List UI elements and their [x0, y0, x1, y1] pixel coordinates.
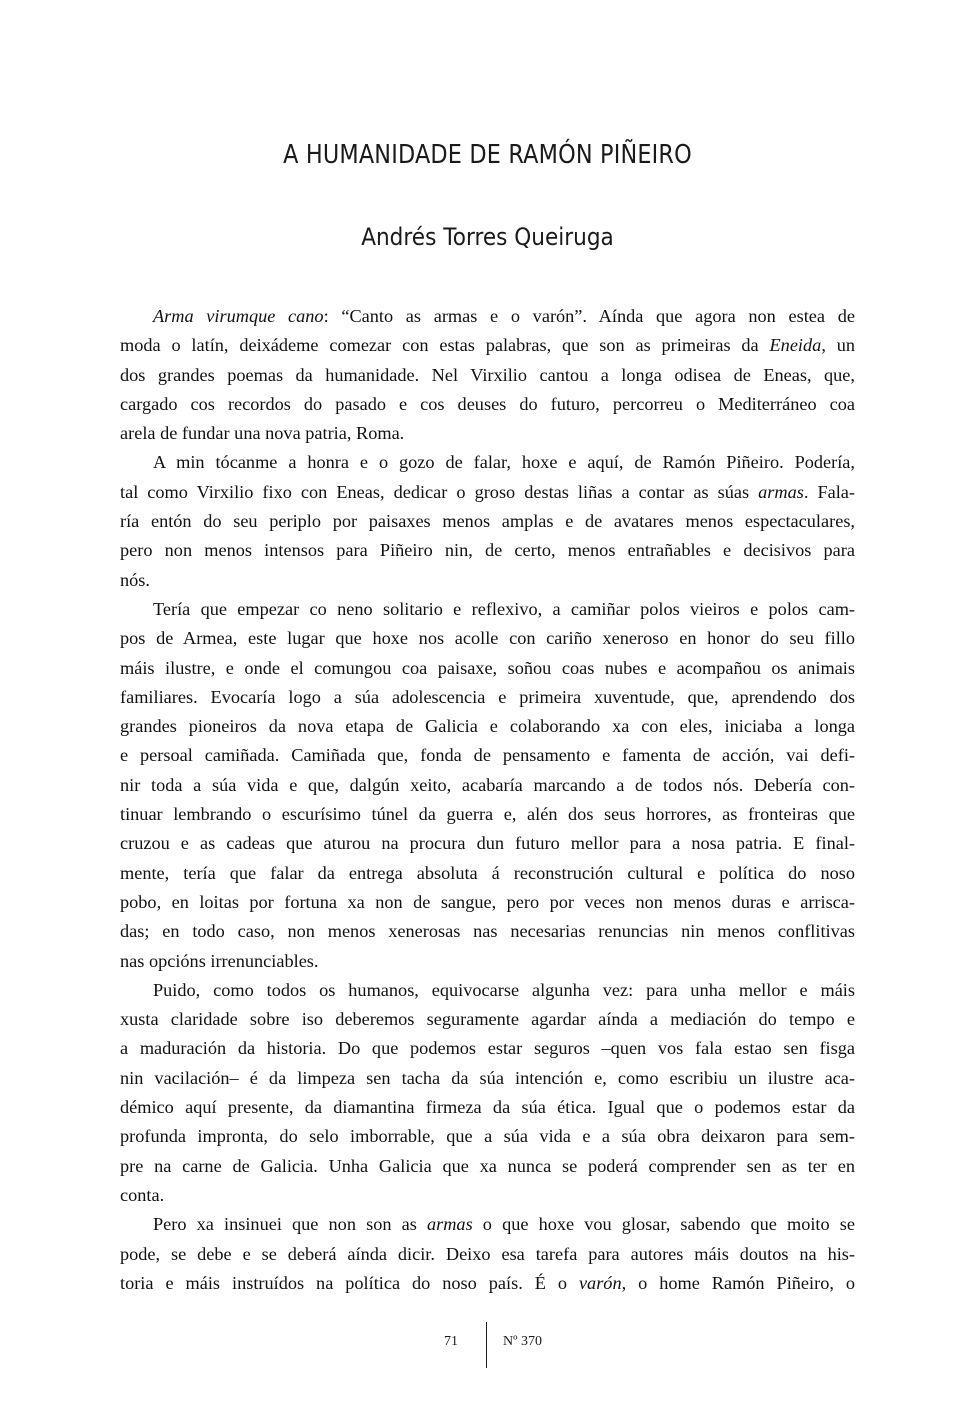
text-line	[120, 741, 855, 770]
text-line	[120, 829, 855, 858]
text-segment: démico aquí presente, da diamantina firmeza da súa ética. Igual que o podemos estar da	[120, 1097, 855, 1118]
text-segment: grandes pioneiros da nova etapa de Galicia e colaborando xa con eles, iniciaba a longa	[120, 716, 855, 737]
text-segment: Puido, como todos os humanos, equivocarse algunha vez: para unha mellor e máis	[153, 979, 855, 1000]
text-line	[120, 1034, 855, 1063]
text-line	[120, 800, 855, 829]
text-segment: ría entón do seu periplo por paisaxes menos amplas e de avatares menos espectaculares,	[120, 511, 855, 532]
text-line	[120, 302, 855, 331]
text-line	[120, 917, 855, 946]
text-segment: , un	[821, 335, 856, 356]
text-line	[120, 888, 855, 917]
text-segment: pre na carne de Galicia. Unha Galicia que xa nunca se poderá comprender sen as ter en	[120, 1155, 855, 1176]
text-segment: pobo, en loitas por fortuna xa non de sangue, pero por veces non menos duras e arrisca-	[120, 891, 855, 912]
text-line	[120, 536, 855, 565]
text-segment: e persoal camiñada. Camiñada que, fonda de pensamento e famenta de acción, vai defi-	[120, 745, 855, 766]
text-line	[120, 1269, 855, 1298]
text-segment: Tería que empezar co neno solitario e reflexivo, a camiñar polos vieiros e polos cam-	[153, 598, 855, 619]
text-line	[120, 624, 855, 653]
article-body	[120, 302, 855, 1298]
text-line	[120, 1240, 855, 1269]
text-segment: pero non menos intensos para Piñeiro nin, de certo, menos entrañables e decisivos para	[120, 540, 855, 561]
article-title: A HUMANIDADE DE RAMÓN PIÑEIRO	[283, 140, 692, 170]
text-segment: arela de fundar una nova patria, Roma.	[120, 423, 405, 444]
italic-text: armas	[426, 1214, 473, 1235]
text-line	[120, 1005, 855, 1034]
text-segment: conta.	[120, 1184, 165, 1205]
text-segment: A min tócanme a honra e o gozo de falar, hoxe e aquí, de Ramón Piñeiro. Podería,	[153, 452, 855, 473]
text-line	[120, 1181, 855, 1210]
text-line	[120, 654, 855, 683]
text-segment: pos de Armea, este lugar que hoxe nos acolle con cariño xeneroso en honor do seu fillo	[120, 628, 855, 649]
text-segment: moda o latín, deixádeme comezar con estas palabras, que son as primeiras da	[120, 335, 770, 356]
text-line	[120, 566, 855, 595]
text-line	[120, 361, 855, 390]
text-line	[120, 448, 855, 477]
text-segment: toria e máis instruídos na política do noso país. É o	[120, 1272, 579, 1293]
text-segment: , o home Ramón Piñeiro, o	[621, 1272, 855, 1293]
text-segment: xusta claridade sobre iso deberemos seguramente agardar aínda a mediación do tempo e	[120, 1009, 855, 1030]
text-segment: familiares. Evocaría logo a súa adolescencia e primeira xuventude, que, aprendendo dos	[120, 686, 855, 707]
text-line	[120, 1122, 855, 1151]
article-author: Andrés Torres Queiruga	[361, 223, 614, 251]
text-segment: tinuar lembrando o escurísimo túnel da guerra e, alén dos seus horrores, as fronteiras que	[120, 804, 855, 825]
text-line	[120, 771, 855, 800]
text-segment: : “Canto as armas e o varón”. Aínda que agora non estea de	[323, 306, 855, 326]
text-line	[120, 1210, 855, 1239]
text-line	[120, 1152, 855, 1181]
text-line	[120, 947, 855, 976]
italic-text: Arma virumque cano	[153, 306, 324, 326]
page-number: 71	[444, 1334, 458, 1349]
text-segment: nin vacilación– é da limpeza sen tacha da súa intención e, como escribiu un ilustre aca-	[120, 1067, 855, 1088]
text-segment: cargado cos recordos do pasado e cos deuses do futuro, percorreu o Mediterráneo coa	[120, 393, 855, 414]
footer-divider	[486, 1322, 487, 1368]
text-line	[120, 595, 855, 624]
text-line	[120, 1093, 855, 1122]
text-segment: das; en todo caso, non menos xenerosas nas necesarias renuncias nin menos conflitivas	[120, 921, 855, 942]
italic-text: Eneida	[769, 335, 822, 356]
text-line	[120, 859, 855, 888]
text-segment: nós.	[120, 569, 150, 590]
text-segment: nas opcións irrenunciables.	[120, 950, 319, 971]
text-line	[120, 478, 855, 507]
text-segment: nir toda a súa vida e que, dalgún xeito, acabaría marcando a de todos nós. Debería con-	[120, 774, 855, 795]
italic-text: varón	[578, 1272, 622, 1293]
text-line	[120, 390, 855, 419]
text-segment: Pero xa insinuei que non son as	[153, 1214, 427, 1235]
text-line	[120, 331, 855, 360]
text-line	[120, 419, 855, 448]
text-line	[120, 1064, 855, 1093]
text-segment: dos grandes poemas da humanidade. Nel Virxilio cantou a longa odisea de Eneas, que,	[120, 364, 855, 385]
text-segment: a maduración da historia. Do que podemos estar seguros –quen vos fala estao sen fisga	[120, 1038, 855, 1059]
text-segment: pode, se debe e se deberá aínda dicir. Deixo esa tarefa para autores máis doutos na his-	[120, 1243, 855, 1264]
issue-number: Nº 370	[503, 1334, 542, 1349]
text-line	[120, 683, 855, 712]
text-line	[120, 507, 855, 536]
text-segment: profunda impronta, do selo imborrable, que a súa vida e a súa obra deixaron para sem-	[120, 1126, 855, 1147]
page-footer	[0, 1322, 975, 1372]
text-segment: . Fala-	[803, 481, 856, 502]
text-segment: cruzou e as cadeas que aturou na procura dun futuro mellor para a nosa patria. E final-	[120, 833, 855, 854]
text-line	[120, 712, 855, 741]
text-segment: mente, tería que falar da entrega absoluta á reconstrución cultural e política do noso	[120, 862, 855, 883]
text-line	[120, 976, 855, 1005]
italic-text: armas	[758, 481, 804, 502]
text-segment: o que hoxe vou glosar, sabendo que moito se	[472, 1214, 855, 1235]
text-segment: tal como Virxilio fixo con Eneas, dedicar o groso destas liñas a contar as súas	[120, 481, 759, 502]
text-segment: máis ilustre, e onde el comungou coa paisaxe, soñou coas nubes e acompañou os animais	[120, 657, 855, 678]
